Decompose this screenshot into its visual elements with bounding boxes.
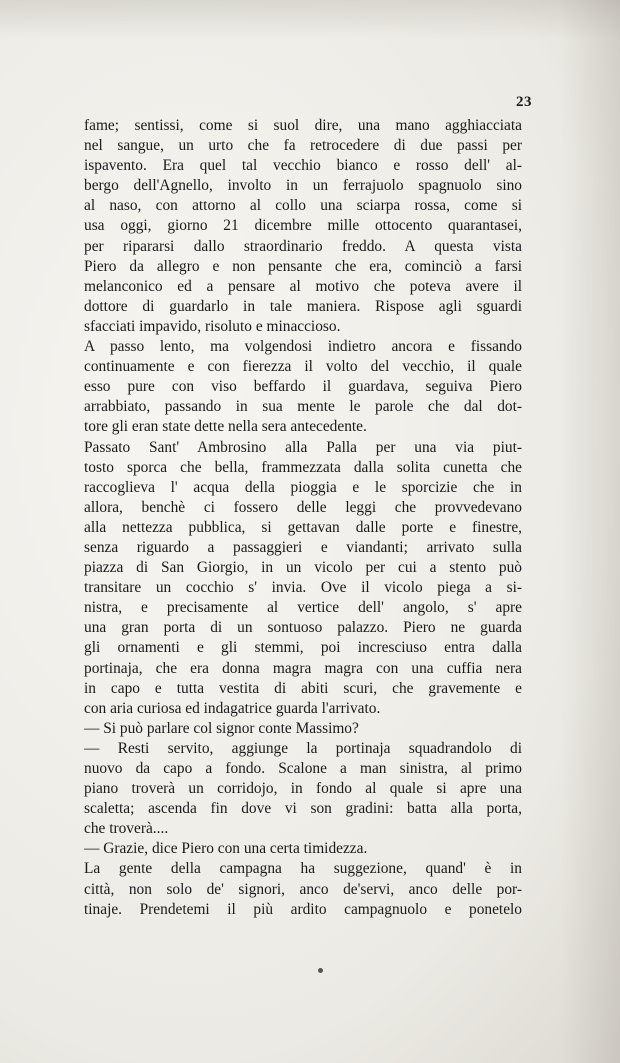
- text-line: tore gli eran state dette nella sera antecedente.: [84, 418, 367, 436]
- body-text: [84, 116, 522, 920]
- text-line: gli ornamenti e gli stemmi, poi incresciuso entra dalla: [84, 639, 522, 657]
- text-line: — Resti servito, aggiunge la portinaja squadrandolo di: [84, 739, 522, 757]
- text-line: nistra, e precisamente al vertice dell' angolo, s' apre: [84, 599, 522, 617]
- text-line: con aria curiosa ed indagatrice guarda l'arrivato.: [84, 699, 381, 717]
- text-line: Piero da allegro e non pensante che era, cominciò a farsi: [84, 257, 522, 275]
- text-line: bergo dell'Agnello, involto in un ferrajuolo spagnuolo sino: [84, 177, 522, 195]
- text-line: che troverà....: [84, 820, 169, 838]
- text-line: arrabbiato, passando in sua mente le parole che dal dot-: [84, 398, 522, 416]
- page-edge-shadow: [560, 0, 620, 1063]
- text-line: melanconico ed a pensare al motivo che poteva avere il: [84, 277, 522, 295]
- text-line: continuamente e con fierezza il volto del vecchio, il quale: [84, 358, 522, 376]
- ink-speck: [318, 968, 323, 973]
- text-line: ispavento. Era quel tal vecchio bianco e rosso dell' al-: [84, 157, 522, 175]
- text-line: transitare un cocchio s' invia. Ove il vicolo piega a si-: [84, 579, 522, 597]
- text-line: fame; sentissi, come si suol dire, una mano agghiacciata: [84, 117, 522, 134]
- text-line: al naso, con attorno al collo una sciarpa rossa, come si: [84, 197, 522, 215]
- text-line: — Si può parlare col signor conte Massimo?: [84, 719, 359, 737]
- text-line: nuovo da capo a fondo. Scalone a man sinistra, al primo: [84, 760, 522, 777]
- page-top-shadow: [0, 0, 620, 40]
- text-line: sfacciati impavido, risoluto e minaccioso.: [84, 317, 341, 335]
- text-line: portinaja, che era donna magra magra con una cuffia nera: [84, 659, 522, 677]
- text-line: piazza di San Giorgio, in un vicolo per cui a stento può: [84, 559, 522, 577]
- text-line: per ripararsi dallo straordinario freddo. A questa vista: [84, 237, 522, 255]
- text-line: senza riguardo a passaggieri e viandanti; arrivato sulla: [84, 538, 522, 556]
- text-line: scaletta; ascenda fin dove vi son gradini: batta alla porta,: [84, 800, 522, 818]
- text-line: una gran porta di un sontuoso palazzo. Piero ne guarda: [84, 619, 522, 637]
- text-line: A passo lento, ma volgendosi indietro ancora e fissando: [84, 338, 522, 356]
- text-line: in capo e tutta vestita di abiti scuri, che gravemente e: [84, 679, 522, 697]
- text-line: città, non solo de' signori, anco de'servi, anco delle por-: [84, 880, 522, 898]
- text-line: tosto sporca che bella, frammezzata dalla solita cunetta che: [84, 458, 522, 476]
- text-line: Passato Sant' Ambrosino alla Palla per una via piut-: [84, 438, 522, 456]
- text-line: allora, benchè ci fossero delle leggi che provvedevano: [84, 498, 522, 516]
- text-line: nel sangue, un urto che fa retrocedere di due passi per: [84, 137, 522, 155]
- text-line: piano troverà un corridojo, in fondo al quale si apre una: [84, 780, 522, 798]
- text-line: esso pure con viso beffardo il guardava, seguiva Piero: [84, 378, 522, 396]
- text-line: usa oggi, giorno 21 dicembre mille ottocento quarantasei,: [84, 217, 522, 235]
- text-line: dottore di guardarlo in tale maniera. Rispose agli sguardi: [84, 297, 522, 315]
- text-line: alla nettezza pubblica, si gettavan dalle porte e finestre,: [84, 518, 522, 536]
- text-line: raccoglieva l' acqua della pioggia e le sporcizie che in: [84, 478, 522, 496]
- text-line: — Grazie, dice Piero con una certa timidezza.: [84, 840, 368, 858]
- text-line: La gente della campagna ha suggezione, quand' è in: [84, 860, 522, 878]
- page-number: 23: [516, 94, 532, 110]
- text-line: tinaje. Prendetemi il più ardito campagnuolo e ponetelo: [84, 900, 522, 918]
